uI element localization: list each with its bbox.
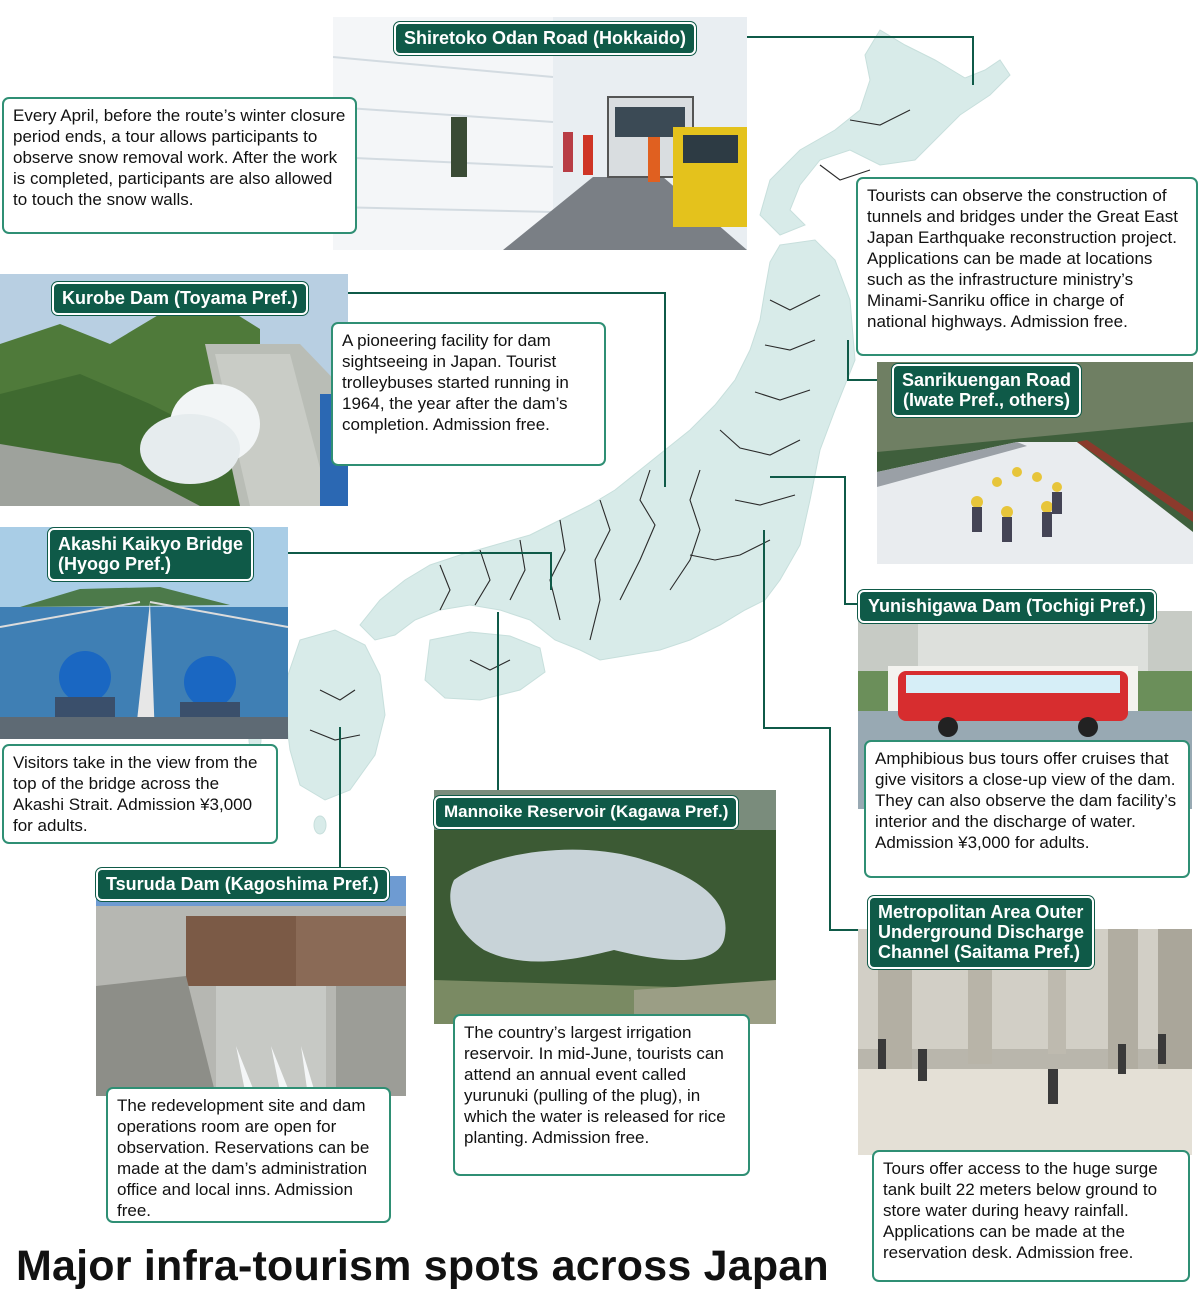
sanriku-label [892, 364, 1081, 417]
metro-label-line3: Channel (Saitama Pref.) [878, 942, 1081, 962]
kyushu-shape [285, 630, 385, 800]
yunishigawa-description: Amphibious bus tours offer cruises that give visitors a close-up view of the dam. They can also observe the dam facility’s interior and the discharge of water. Admission ¥3,000 for adults. [864, 740, 1190, 878]
sanriku-label-line1: Sanrikuengan Road [902, 370, 1072, 390]
kurobe-description: A pioneering facility for dam sightseeing in Japan. Tourist trolleybuses started running in 1964, the year after the dam’s completion. Admission free. [331, 322, 606, 466]
mannoike-description: The country’s largest irrigation reservoir. In mid-June, tourists can attend an annual event called yurunuki (pulling of the plug), in which the water is released for rice planting. Admission free. [453, 1014, 750, 1176]
kurobe-label: Kurobe Dam (Toyama Pref.) [52, 282, 308, 315]
yunishigawa-label: Yunishigawa Dam (Tochigi Pref.) [858, 590, 1156, 623]
mannoike-label: Mannoike Reservoir (Kagawa Pref.) [434, 796, 738, 829]
sanriku-description: Tourists can observe the construction of tunnels and bridges under the Great East Japan Earthquake reconstruction project. Applications can be made at locations such as the infrastructure ministry’s Minami-Sanriku office in charge of national highways. Admission free. [856, 177, 1198, 356]
shiretoko-description: Every April, before the route’s winter closure period ends, a tour allows participants to observe snow removal work. After the work is completed, participants are also allowed to touch the snow walls. [2, 97, 357, 234]
akashi-description: Visitors take in the view from the top of the bridge across the Akashi Strait. Admission ¥3,000 for adults. [2, 744, 278, 844]
akashi-label-line2: (Hyogo Pref.) [58, 554, 172, 574]
tsuruda-label: Tsuruda Dam (Kagoshima Pref.) [96, 868, 389, 901]
page-title: Major infra-tourism spots across Japan [16, 1242, 829, 1290]
tsuruda-description: The redevelopment site and dam operations room are open for observation. Reservations can be made at the dam’s administration office and local inns. Admission free. [106, 1087, 391, 1223]
shiretoko-label: Shiretoko Odan Road (Hokkaido) [394, 22, 696, 55]
metro-description: Tours offer access to the huge surge tank built 22 meters below ground to store water during heavy rainfall. Applications can be made at the reservation desk. Admission free. [872, 1150, 1190, 1282]
shikoku-shape [425, 632, 545, 700]
metro-label-line2: Underground Discharge [878, 922, 1085, 942]
akashi-label-line1: Akashi Kaikyo Bridge [58, 534, 244, 554]
metro-label [868, 896, 1094, 969]
tsuruda-photo [96, 876, 406, 1096]
metro-label-line1: Metropolitan Area Outer [878, 902, 1084, 922]
sanriku-label-line2: (Iwate Pref., others) [902, 390, 1071, 410]
akashi-label [48, 528, 253, 581]
